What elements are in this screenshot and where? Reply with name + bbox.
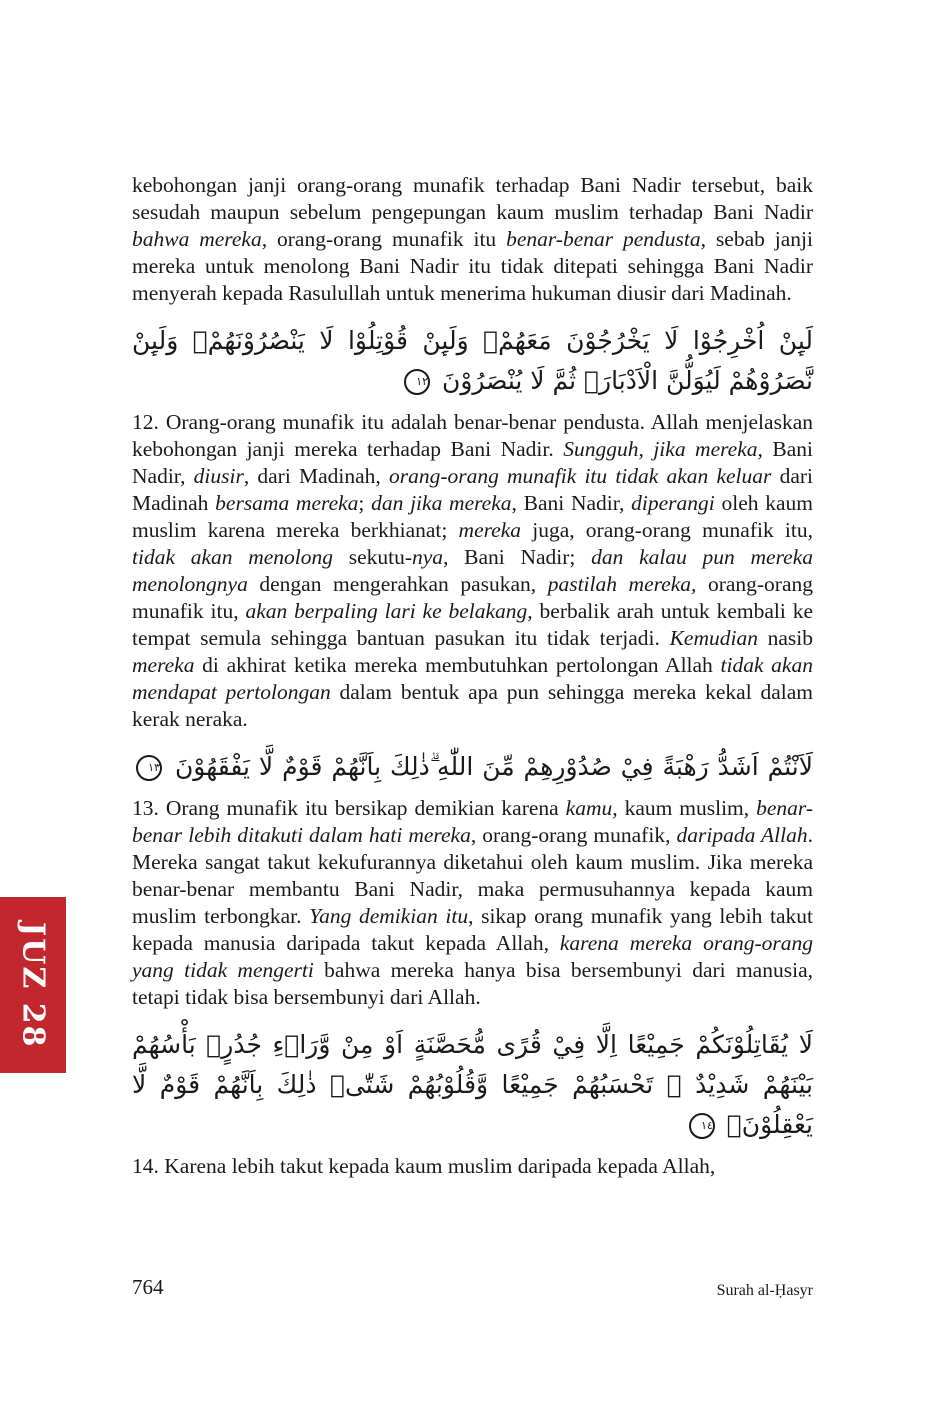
text-run: 13. Orang munafik itu bersikap demikian karena [132, 796, 566, 820]
text-run: sekutu- [333, 545, 413, 569]
italic-run: Sungguh, jika mereka, [563, 437, 763, 461]
italic-run: mereka [458, 518, 522, 542]
ayah-number-12-icon: ١٢ [404, 369, 430, 395]
arabic-verse-14-text: لَا يُقَاتِلُوْنَكُمْ جَمِيْعًا اِلَّا فِيْ قُرًى مُّحَصَّنَةٍ اَوْ مِنْ وَّرَاۤءِ جُدُرٍۗ بَأْسُهُمْ بَيْنَهُمْ شَدِيْدٌ ۗ تَحْسَبُهُمْ جَمِيْعًا وَّقُلُوْبُهُمْ شَتّٰىۗ ذٰلِكَ بِاَنَّهُمْ قَوْمٌ لَّا يَعْقِلُوْنَۚ [132, 1030, 813, 1139]
juz-label: JUZ 28 [15, 921, 51, 1049]
text-run: bahwa mereka hanya bisa bersembunyi dari manusia, tetapi tidak bisa bersembunyi dari Allah. [132, 958, 813, 1009]
text-run: kebohongan janji orang-orang munafik terhadap Bani Nadir tersebut, baik sesudah maupun sebelum pengepungan kaum muslim terhadap Bani Nadir [132, 173, 813, 224]
text-run: berbalik arah untuk kembali ke tempat semula sehingga bantuan pasukan itu tidak terjadi. [132, 599, 813, 650]
text-run: nasib [757, 626, 813, 650]
italic-run: diperangi [631, 491, 715, 515]
text-run: oleh kaum muslim karena mereka berkhianat; [132, 491, 813, 542]
text-run: Bani Nadir, [132, 437, 813, 488]
paragraph-tafsir-11-continued [132, 172, 813, 307]
italic-run: bersama mereka [215, 491, 359, 515]
italic-run: Kemudian [669, 626, 758, 650]
ayah-number-13-icon: ١٣ [136, 755, 162, 781]
italic-run: tidak akan mendapat pertolongan [132, 653, 813, 704]
italic-run: orang-orang munafik itu tidak akan keluar [388, 464, 772, 488]
text-run: di akhirat ketika mereka membutuhkan pertolongan Allah [194, 653, 721, 677]
italic-run: mereka [132, 653, 195, 677]
italic-run: Yang demikian itu [309, 904, 469, 928]
italic-run: dan kalau pun mereka menolongnya [132, 545, 813, 596]
paragraph-tafsir-13 [132, 795, 813, 1011]
italic-run: bahwa mereka, [132, 227, 268, 251]
italic-run: kamu, [565, 796, 618, 820]
italic-run: akan berpaling lari ke belakang, [245, 599, 533, 623]
italic-run: benar-benar pendusta, [506, 227, 707, 251]
running-head: Surah al-Ḥasyr [716, 1282, 813, 1299]
text-run: kaum muslim, [617, 796, 757, 820]
italic-run: nya [412, 545, 444, 569]
text-run: , sikap orang munafik yang lebih takut kepada manusia daripada takut kepada Allah, [132, 904, 813, 955]
text-run: orang-orang munafik itu, [132, 572, 814, 623]
italic-run: karena mereka orang-orang yang tidak mengerti [132, 931, 813, 982]
text-run: , dari Madinah, [243, 464, 389, 488]
text-run: juga, orang-orang munafik itu, [521, 518, 813, 542]
text-run: 14. Karena lebih takut kepada kaum muslim daripada kepada Allah, [132, 1154, 716, 1178]
arabic-verse-13 [132, 747, 813, 787]
italic-run: dan jika mereka [371, 491, 512, 515]
text-run: orang-orang munafik itu [267, 227, 507, 251]
paragraph-tafsir-12 [132, 409, 813, 733]
text-run: dengan mengerahkan pasukan, [247, 572, 548, 596]
text-run: dari Madinah [132, 464, 813, 515]
italic-run: diusir [193, 464, 244, 488]
text-run: , orang-orang munafik, [470, 823, 677, 847]
paragraph-tafsir-14 [132, 1153, 813, 1180]
text-run: sebab janji mereka untuk menolong Bani Nadir itu tidak ditepati sehingga Bani Nadir menyerah kepada Rasulullah untuk menerima hukuman diusir dari Madinah. [132, 227, 813, 305]
arabic-verse-12-text: لَىِٕنْ اُخْرِجُوْا لَا يَخْرُجُوْنَ مَعَهُمْۚ وَلَىِٕنْ قُوْتِلُوْا لَا يَنْصُرُوْنَهُمْۚ وَلَىِٕنْ نَّصَرُوْهُمْ لَيُوَلُّنَّ الْاَدْبَارَۙ ثُمَّ لَا يُنْصَرُوْنَ [132, 326, 813, 395]
juz-side-tab [0, 897, 66, 1073]
italic-run: benar-benar lebih ditakuti dalam hati mereka [132, 796, 813, 847]
arabic-verse-14 [132, 1025, 813, 1145]
ayah-number-14-icon: ١٤ [689, 1113, 715, 1139]
text-run: dalam bentuk apa pun sehingga mereka kekal dalam kerak neraka. [132, 680, 813, 731]
text-run: , Bani Nadir; [443, 545, 592, 569]
italic-run: daripada Allah [676, 823, 808, 847]
page-number: 764 [132, 1275, 164, 1299]
text-run: , Bani Nadir, [511, 491, 632, 515]
italic-run: tidak akan menolong [132, 545, 333, 569]
text-run: ; [358, 491, 372, 515]
text-run: 12. Orang-orang munafik itu adalah benar-benar pendusta. Allah menjelaskan kebohongan janji mereka terhadap Bani Nadir. [132, 410, 813, 461]
text-run: . Mereka sangat takut kekufurannya diketahui oleh kaum muslim. Jika mereka benar-benar membantu Bani Nadir, maka permusuhannya kepada kaum muslim terbongkar. [132, 823, 813, 928]
arabic-verse-12 [132, 321, 813, 401]
page-body [132, 172, 813, 1180]
italic-run: pastilah mereka, [547, 572, 697, 596]
arabic-verse-13-text: لَاَنْتُمْ اَشَدُّ رَهْبَةً فِيْ صُدُوْرِهِمْ مِّنَ اللّٰهِ ۗذٰلِكَ بِاَنَّهُمْ قَوْمٌ لَّا يَفْقَهُوْنَ [174, 752, 813, 781]
